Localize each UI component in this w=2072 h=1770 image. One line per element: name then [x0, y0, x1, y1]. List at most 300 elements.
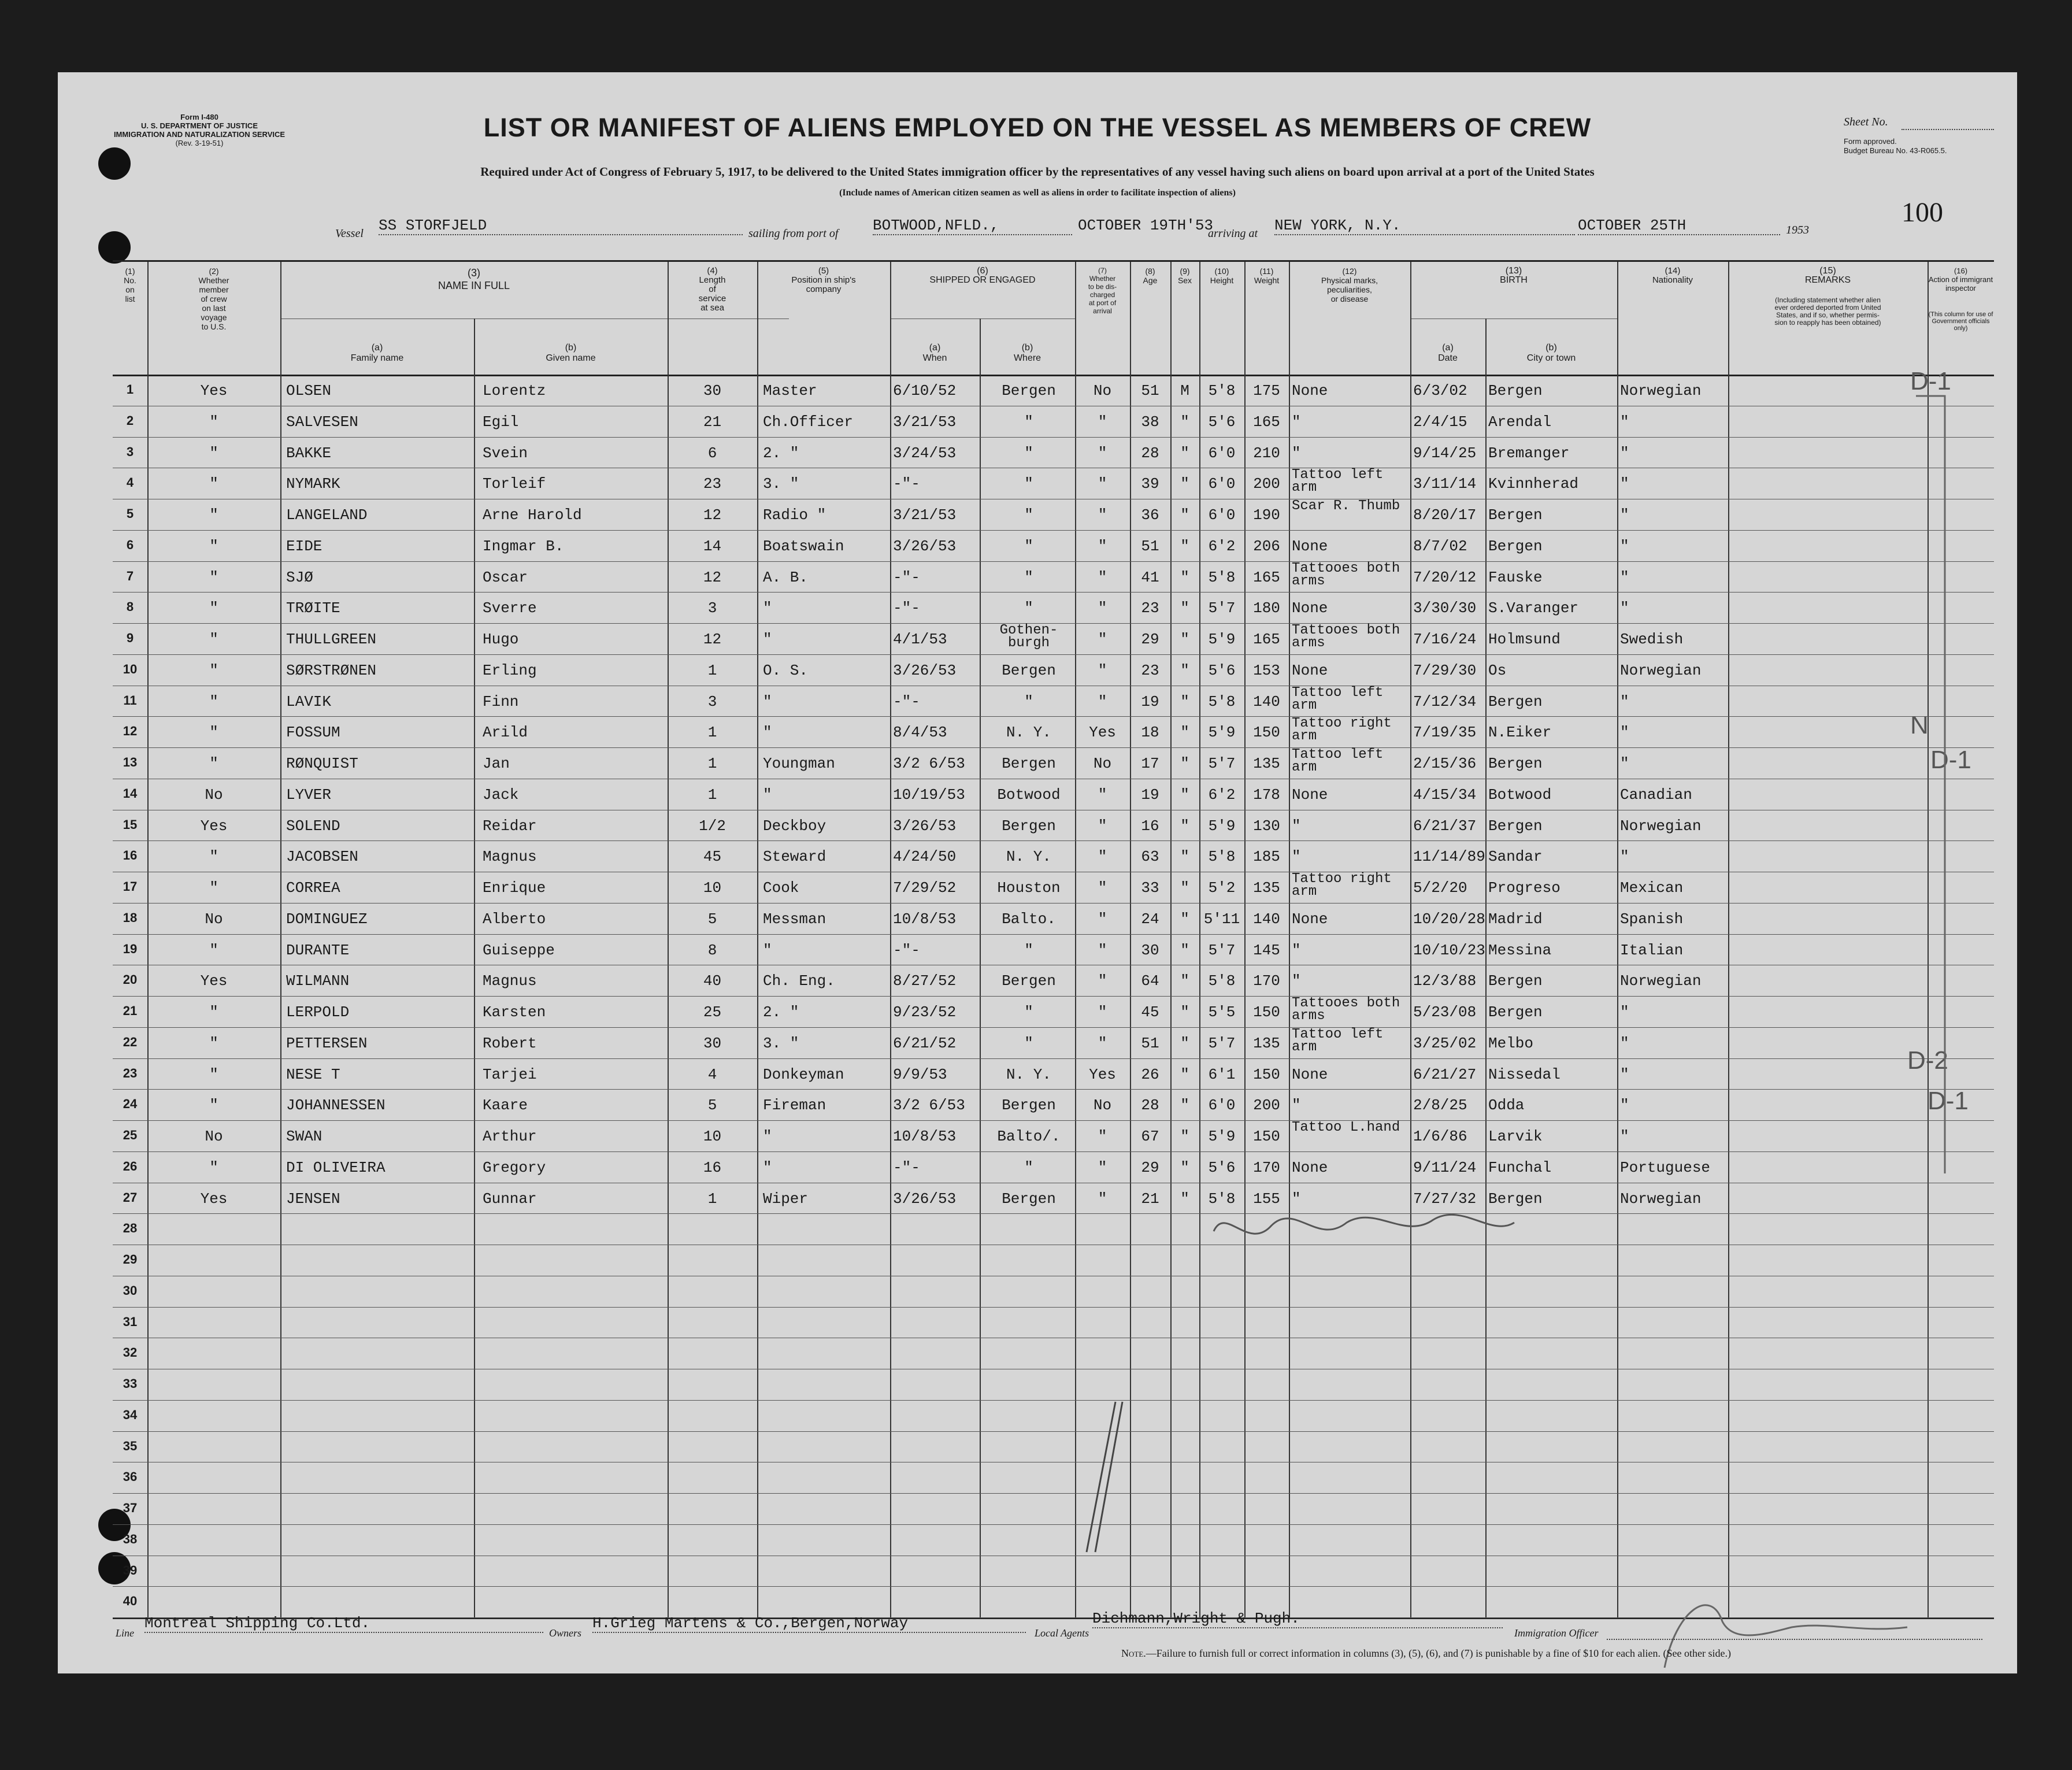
cell-service: 12 — [703, 631, 722, 648]
cell-family: BAKKE — [286, 444, 332, 462]
form-rev: (Rev. 3-19-51) — [175, 139, 224, 147]
cell-prev: " — [209, 475, 218, 493]
cell-given: Tarjei — [483, 1065, 537, 1083]
cell-weight: 170 — [1253, 1158, 1280, 1176]
cell-weight: 135 — [1253, 879, 1280, 897]
cell-sex: " — [1180, 475, 1189, 493]
cell-marks: Tattoo left arm — [1292, 747, 1384, 775]
cell-weight: 135 — [1253, 755, 1280, 772]
cell-discharge: " — [1098, 568, 1107, 586]
hdr-sex: (9) Sex — [1177, 266, 1192, 285]
row-number: 28 — [123, 1221, 138, 1236]
cell-sex: " — [1180, 910, 1189, 928]
cell-position: Wiper — [763, 1190, 809, 1208]
cell-family: JACOBSEN — [286, 848, 358, 866]
cell-position: Boatswain — [763, 537, 844, 555]
cell-service: 10 — [703, 879, 722, 897]
cell-where: " — [1024, 1158, 1033, 1176]
cell-bdate: 7/12/34 — [1413, 693, 1477, 710]
cell-age: 24 — [1141, 910, 1159, 928]
inspector-mark: D-1 — [1928, 1087, 1969, 1115]
cell-when: 6/10/52 — [893, 382, 957, 399]
cell-sex: " — [1180, 1004, 1189, 1021]
page-subtitle: Required under Act of Congress of February 5, 1917, to be delivered to the United States immigration officer by the representatives of any vessel having such aliens on board upon arrival at a port of the United States — [480, 165, 1595, 179]
cell-family: TRØITE — [286, 599, 340, 617]
pencil-annotations — [58, 72, 2017, 1673]
cell-bdate: 8/20/17 — [1413, 506, 1477, 524]
cell-service: 14 — [703, 537, 722, 555]
cell-bdate: 3/11/14 — [1413, 475, 1477, 493]
cell-prev: No — [205, 786, 223, 803]
cell-bcity: Odda — [1488, 1097, 1525, 1114]
cell-bcity: Fauske — [1488, 568, 1543, 586]
cell-bdate: 5/2/20 — [1413, 879, 1467, 897]
cell-when: 7/29/52 — [893, 879, 957, 897]
cell-weight: 200 — [1253, 1097, 1280, 1114]
cell-sex: " — [1180, 1190, 1189, 1208]
cell-service: 30 — [703, 382, 722, 399]
cell-prev: " — [209, 568, 218, 586]
row-number: 35 — [123, 1438, 138, 1453]
owners-label: Owners — [549, 1627, 582, 1639]
row-number: 33 — [123, 1376, 138, 1391]
cell-bdate: 6/3/02 — [1413, 382, 1467, 399]
cell-age: 41 — [1141, 568, 1159, 586]
row-number: 26 — [123, 1158, 138, 1173]
officer-label: Immigration Officer — [1514, 1627, 1599, 1639]
cell-where: N. Y. — [1006, 848, 1051, 866]
cell-bcity: Holmsund — [1488, 631, 1561, 648]
cell-given: Magnus — [483, 848, 537, 866]
cell-nat: Portuguese — [1620, 1158, 1711, 1176]
cell-height: 5'9 — [1208, 817, 1236, 835]
arrive-year: 1953 — [1786, 224, 1809, 236]
cell-marks: Tattoo left arm — [1292, 684, 1384, 713]
cell-sex: " — [1180, 537, 1189, 555]
cell-when: -"- — [893, 693, 920, 710]
cell-nat: Norwegian — [1620, 817, 1702, 835]
cell-given: Torleif — [483, 475, 546, 493]
cell-when: 3/2 6/53 — [893, 755, 965, 772]
hdr-prev-voyage: (2) Whether member of crew on last voyage to U.S. — [198, 266, 229, 331]
cell-marks: " — [1292, 848, 1301, 866]
cell-nat: Swedish — [1620, 631, 1684, 648]
cell-bdate: 12/3/88 — [1413, 972, 1477, 990]
cell-position: Master — [763, 382, 817, 399]
cell-height: 5'6 — [1208, 413, 1236, 431]
cell-height: 5'7 — [1208, 1034, 1236, 1052]
sail-date: OCTOBER 19TH'53 — [1078, 217, 1214, 234]
row-number: 1 — [126, 382, 134, 397]
cell-service: 1 — [707, 786, 717, 803]
cell-position: " — [763, 693, 772, 710]
from-port: BOTWOOD,NFLD., — [873, 217, 1072, 235]
cell-discharge: " — [1098, 786, 1107, 803]
cell-prev: No — [205, 1128, 223, 1145]
cell-bcity: N.Eiker — [1488, 724, 1552, 742]
hdr-discharge: (7) Whether to be dis- charged at port of arrival — [1088, 266, 1117, 315]
cell-prev: " — [209, 444, 218, 462]
cell-weight: 150 — [1253, 724, 1280, 742]
cell-prev: " — [209, 1065, 218, 1083]
cell-nat: " — [1620, 475, 1629, 493]
cell-given: Gregory — [483, 1158, 546, 1176]
cell-service: 5 — [707, 910, 717, 928]
cell-given: Arne Harold — [483, 506, 582, 524]
cell-bcity: Os — [1488, 661, 1507, 679]
cell-service: 16 — [703, 1158, 722, 1176]
cell-prev: " — [209, 755, 218, 772]
cell-when: 9/23/52 — [893, 1004, 957, 1021]
row-number: 29 — [123, 1252, 138, 1267]
hdr-remarks: (15) REMARKS — [1804, 266, 1851, 285]
hdr-weight: (11) Weight — [1254, 266, 1280, 285]
cell-position: 3. " — [763, 1034, 799, 1052]
cell-when: -"- — [893, 1158, 920, 1176]
cell-prev: " — [209, 631, 218, 648]
cell-discharge: " — [1098, 693, 1107, 710]
cell-nat: " — [1620, 444, 1629, 462]
cell-when: -"- — [893, 475, 920, 493]
cell-where: Botwood — [997, 786, 1061, 803]
cell-when: 3/2 6/53 — [893, 1097, 965, 1114]
cell-discharge: No — [1093, 755, 1112, 772]
page-title: LIST OR MANIFEST OF ALIENS EMPLOYED ON THE VESSEL AS MEMBERS OF CREW — [483, 113, 1592, 142]
hdr-age: (8) Age — [1143, 266, 1158, 285]
cell-bdate: 7/20/12 — [1413, 568, 1477, 586]
cell-weight: 185 — [1253, 848, 1280, 866]
cell-sex: " — [1180, 444, 1189, 462]
cell-height: 5'8 — [1208, 1190, 1236, 1208]
sheet-number: 100 — [1902, 197, 1943, 228]
cell-family: DI OLIVEIRA — [286, 1158, 386, 1176]
cell-marks: " — [1292, 817, 1301, 835]
row-number: 11 — [123, 693, 137, 708]
cell-nat: " — [1620, 1034, 1629, 1052]
cell-weight: 190 — [1253, 506, 1280, 524]
cell-height: 6'2 — [1208, 537, 1236, 555]
cell-bcity: Bergen — [1488, 382, 1543, 399]
cell-weight: 140 — [1253, 693, 1280, 710]
cell-weight: 155 — [1253, 1190, 1280, 1208]
cell-nat: " — [1620, 848, 1629, 866]
cell-family: THULLGREEN — [286, 631, 377, 648]
cell-service: 1/2 — [699, 817, 726, 835]
cell-age: 16 — [1141, 817, 1159, 835]
cell-weight: 153 — [1253, 661, 1280, 679]
cell-where: " — [1024, 941, 1033, 959]
cell-marks: None — [1292, 382, 1328, 399]
cell-weight: 135 — [1253, 1034, 1280, 1052]
cell-bdate: 7/27/32 — [1413, 1190, 1477, 1208]
cell-age: 29 — [1141, 631, 1159, 648]
cell-position: Steward — [763, 848, 826, 866]
cell-age: 67 — [1141, 1128, 1159, 1145]
cell-prev: " — [209, 693, 218, 710]
cell-position: " — [763, 1128, 772, 1145]
cell-bdate: 10/10/23 — [1413, 941, 1485, 959]
cell-where: Houston — [997, 879, 1061, 897]
hdr-birth: (13) BIRTH — [1500, 266, 1528, 285]
cell-prev: " — [209, 661, 218, 679]
cell-discharge: " — [1098, 537, 1107, 555]
cell-nat: " — [1620, 1128, 1629, 1145]
hdr-remarks-note: (Including statement whether alien ever ordered deported from United States, and if so, whether permis- sion to reapply has been obtained) — [1774, 296, 1881, 327]
cell-bcity: Bergen — [1488, 1004, 1543, 1021]
cell-position: Cook — [763, 879, 799, 897]
cell-given: Sverre — [483, 599, 537, 617]
cell-weight: 210 — [1253, 444, 1280, 462]
cell-family: WILMANN — [286, 972, 350, 990]
cell-position: 2. " — [763, 444, 799, 462]
cell-age: 23 — [1141, 661, 1159, 679]
note-label: Note. — [1121, 1647, 1146, 1659]
row-number: 5 — [126, 506, 134, 521]
cell-height: 5'9 — [1208, 724, 1236, 742]
cell-family: LERPOLD — [286, 1004, 350, 1021]
cell-age: 23 — [1141, 599, 1159, 617]
cell-where: " — [1024, 693, 1033, 710]
cell-nat: Norwegian — [1620, 1190, 1702, 1208]
cell-prev: " — [209, 506, 218, 524]
cell-bcity: S.Varanger — [1488, 599, 1579, 617]
page-subnote: (Include names of American citizen seamen as well as aliens in order to facilitate inspection of aliens) — [839, 188, 1236, 198]
cell-height: 5'7 — [1208, 599, 1236, 617]
cell-bcity: Nissedal — [1488, 1065, 1561, 1083]
cell-weight: 165 — [1253, 631, 1280, 648]
cell-height: 6'0 — [1208, 475, 1236, 493]
line-label: Line — [116, 1627, 135, 1639]
cell-service: 4 — [707, 1065, 717, 1083]
cell-position: 3. " — [763, 475, 799, 493]
cell-family: DURANTE — [286, 941, 350, 959]
cell-prev: Yes — [200, 1190, 228, 1208]
cell-age: 38 — [1141, 413, 1159, 431]
cell-nat: Italian — [1620, 941, 1684, 959]
cell-bdate: 1/6/86 — [1413, 1128, 1467, 1145]
form-service: IMMIGRATION AND NATURALIZATION SERVICE — [113, 130, 286, 139]
cell-where: " — [1024, 475, 1033, 493]
cell-bdate: 2/4/15 — [1413, 413, 1467, 431]
inspector-signature — [1214, 1214, 1514, 1234]
cell-sex: " — [1180, 941, 1189, 959]
cell-marks: Tattoo right arm — [1292, 871, 1392, 899]
cell-service: 21 — [703, 413, 722, 431]
cell-age: 28 — [1141, 444, 1159, 462]
cell-given: Erling — [483, 661, 537, 679]
inspector-mark: D-1 — [1910, 367, 1951, 395]
cell-family: LAVIK — [286, 693, 332, 710]
cell-age: 64 — [1141, 972, 1159, 990]
row-number: 8 — [126, 599, 134, 614]
cell-nat: Spanish — [1620, 910, 1684, 928]
cell-bcity: Bergen — [1488, 817, 1543, 835]
cell-sex: " — [1180, 879, 1189, 897]
cell-sex: " — [1180, 631, 1189, 648]
cell-where: N. Y. — [1006, 1065, 1051, 1083]
hdr-height: (10) Height — [1210, 266, 1234, 285]
hdr-given: (b) Given name — [546, 343, 596, 363]
officer-line — [1607, 1639, 1982, 1640]
cell-discharge: " — [1098, 413, 1107, 431]
cell-discharge: " — [1098, 1034, 1107, 1052]
cell-when: 10/19/53 — [893, 786, 965, 803]
hdr-marks: (12) Physical marks, peculiarities, or disease — [1321, 266, 1378, 303]
cell-service: 3 — [707, 693, 717, 710]
row-number: 3 — [126, 444, 134, 459]
cell-bdate: 3/30/30 — [1413, 599, 1477, 617]
hdr-bcity: (b) City or town — [1526, 343, 1576, 363]
cell-bcity: Bergen — [1488, 972, 1543, 990]
cell-given: Enrique — [483, 879, 546, 897]
cell-when: -"- — [893, 941, 920, 959]
row-number: 7 — [126, 568, 134, 583]
cell-sex: " — [1180, 724, 1189, 742]
cell-position: 2. " — [763, 1004, 799, 1021]
cell-sex: " — [1180, 786, 1189, 803]
cell-height: 6'0 — [1208, 1097, 1236, 1114]
cell-marks: None — [1292, 1158, 1328, 1176]
cell-marks: Tattooes both arms — [1292, 623, 1400, 651]
cell-age: 26 — [1141, 1065, 1159, 1083]
sheet-no-label: Sheet No. — [1844, 116, 1888, 128]
cell-position: " — [763, 1158, 772, 1176]
cell-service: 5 — [707, 1097, 717, 1114]
cell-age: 63 — [1141, 848, 1159, 866]
cell-given: Svein — [483, 444, 528, 462]
cell-service: 1 — [707, 1190, 717, 1208]
cell-sex: " — [1180, 599, 1189, 617]
cell-prev: " — [209, 413, 218, 431]
cell-marks: Scar R. Thumb — [1292, 498, 1400, 514]
cell-discharge: " — [1098, 972, 1107, 990]
cell-family: FOSSUM — [286, 724, 340, 742]
cell-height: 5'8 — [1208, 568, 1236, 586]
cell-when: 8/27/52 — [893, 972, 957, 990]
cell-family: CORREA — [286, 879, 340, 897]
cell-nat: " — [1620, 568, 1629, 586]
cell-when: 3/21/53 — [893, 413, 957, 431]
cell-discharge: " — [1098, 1158, 1107, 1176]
cell-bcity: Funchal — [1488, 1158, 1552, 1176]
cell-position: " — [763, 599, 772, 617]
cell-when: 6/21/52 — [893, 1034, 957, 1052]
cell-given: Robert — [483, 1034, 537, 1052]
cell-where: Bergen — [1002, 661, 1056, 679]
hdr-bdate: (a) Date — [1438, 343, 1458, 363]
row-number: 38 — [123, 1531, 138, 1546]
cell-bdate: 7/29/30 — [1413, 661, 1477, 679]
row-number: 14 — [123, 786, 138, 801]
cell-where: Bergen — [1002, 817, 1056, 835]
cell-marks: Tattooes both arms — [1292, 560, 1400, 589]
cell-height: 6'1 — [1208, 1065, 1236, 1083]
inspector-mark: N — [1910, 711, 1929, 739]
cell-marks: None — [1292, 661, 1328, 679]
cell-age: 18 — [1141, 724, 1159, 742]
cell-discharge: " — [1098, 661, 1107, 679]
footer-note — [1121, 1647, 1731, 1660]
cell-given: Arthur — [483, 1128, 537, 1145]
cell-sex: " — [1180, 506, 1189, 524]
cell-service: 30 — [703, 1034, 722, 1052]
cell-family: PETTERSEN — [286, 1034, 368, 1052]
cell-height: 6'0 — [1208, 444, 1236, 462]
cell-bcity: Bergen — [1488, 506, 1543, 524]
row-number: 30 — [123, 1283, 138, 1298]
cell-nat: " — [1620, 537, 1629, 555]
row-number: 39 — [123, 1562, 138, 1578]
cell-bcity: Madrid — [1488, 910, 1543, 928]
cell-where: " — [1024, 568, 1033, 586]
cell-given: Oscar — [483, 568, 528, 586]
agents-label: Local Agents — [1035, 1627, 1089, 1639]
cell-bcity: Melbo — [1488, 1034, 1534, 1052]
cell-bcity: Messina — [1488, 941, 1552, 959]
cell-sex: " — [1180, 1034, 1189, 1052]
hdr-where: (b) Where — [1013, 343, 1041, 363]
form-dept: U. S. DEPARTMENT OF JUSTICE — [141, 121, 258, 130]
cell-weight: 206 — [1253, 537, 1280, 555]
row-number: 18 — [123, 910, 138, 925]
cell-height: 5'11 — [1203, 910, 1240, 928]
cell-bdate: 10/20/28 — [1413, 910, 1485, 928]
cell-sex: " — [1180, 661, 1189, 679]
cell-sex: " — [1180, 1128, 1189, 1145]
hdr-service: (4) Length of service at sea — [698, 266, 727, 313]
cell-service: 25 — [703, 1004, 722, 1021]
cell-marks: None — [1292, 537, 1328, 555]
cell-discharge: " — [1098, 910, 1107, 928]
hdr-family: (a) Family name — [350, 343, 404, 363]
cell-discharge: " — [1098, 599, 1107, 617]
cell-discharge: " — [1098, 848, 1107, 866]
cell-marks: " — [1292, 972, 1301, 990]
row-number: 9 — [126, 631, 134, 645]
cell-service: 1 — [707, 755, 717, 772]
row-number: 34 — [123, 1407, 138, 1422]
cell-where: " — [1024, 537, 1033, 555]
cell-position: Radio " — [763, 506, 826, 524]
cell-nat: Norwegian — [1620, 972, 1702, 990]
cell-prev: " — [209, 1097, 218, 1114]
hdr-name: (3) NAME IN FULL — [438, 267, 510, 291]
cell-where: Bergen — [1002, 382, 1056, 399]
cell-given: Finn — [483, 693, 519, 710]
cell-family: LANGELAND — [286, 506, 368, 524]
cell-weight: 165 — [1253, 413, 1280, 431]
cell-nat: Norwegian — [1620, 382, 1702, 399]
row-number: 32 — [123, 1345, 138, 1360]
cell-bcity: Bergen — [1488, 755, 1543, 772]
cell-discharge: " — [1098, 1004, 1107, 1021]
cell-family: SALVESEN — [286, 413, 358, 431]
cell-bcity: Larvik — [1488, 1128, 1543, 1145]
cell-when: 10/8/53 — [893, 910, 957, 928]
cell-height: 5'8 — [1208, 972, 1236, 990]
cell-sex: " — [1180, 848, 1189, 866]
cell-bdate: 9/14/25 — [1413, 444, 1477, 462]
cell-sex: " — [1180, 1097, 1189, 1114]
cell-when: 9/9/53 — [893, 1065, 947, 1083]
inspector-mark: D-2 — [1907, 1046, 1948, 1075]
cell-position: Ch.Officer — [763, 413, 854, 431]
cell-where: " — [1024, 444, 1033, 462]
row-number: 4 — [126, 475, 134, 490]
cell-sex: " — [1180, 817, 1189, 835]
cell-weight: 150 — [1253, 1065, 1280, 1083]
row-number: 24 — [123, 1097, 138, 1112]
